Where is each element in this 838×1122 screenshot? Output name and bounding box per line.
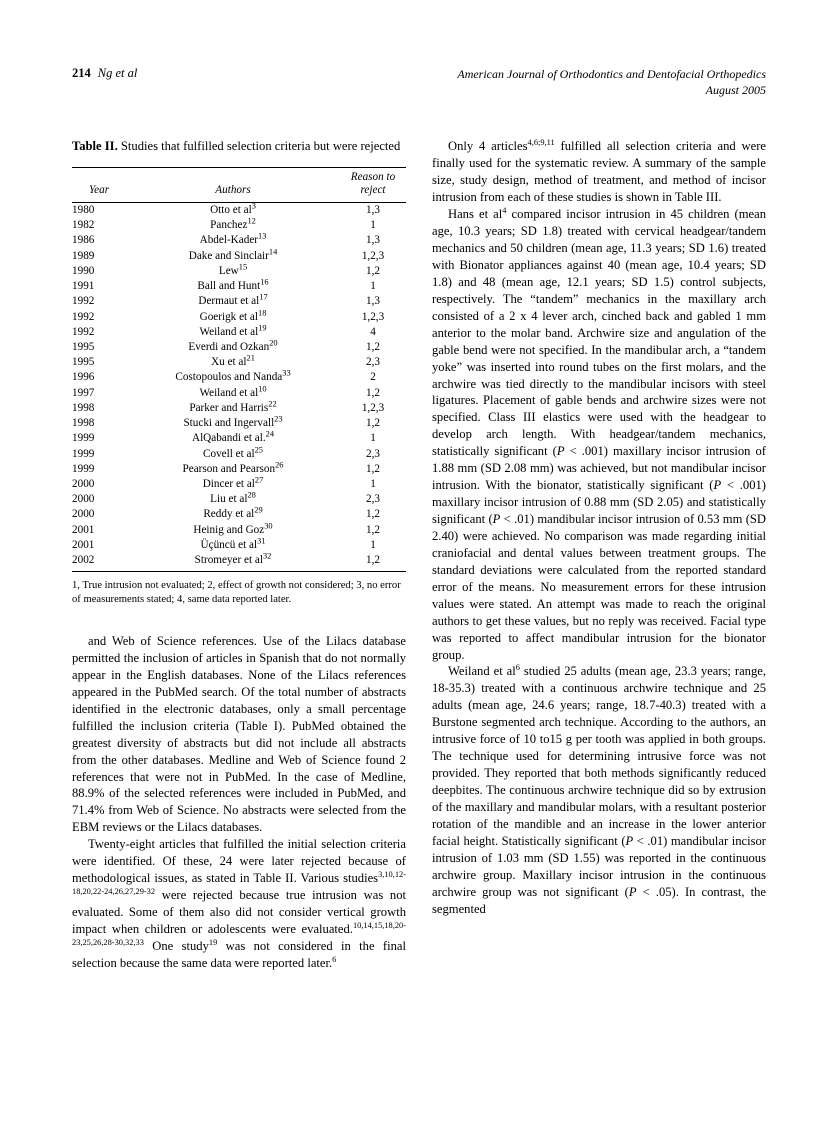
cell-year: 1999 [72,462,95,475]
lp2-sup4: 6 [332,954,337,964]
table-row [72,218,406,233]
cell-authors: Parker and Harris$^{22}$ [189,399,277,414]
page-number: 214 [72,66,91,80]
cell-authors-reference: 15 [238,262,248,272]
lp2-sup1: 3,10,12-18,20,22-24,26,27,29-32 [72,869,406,896]
cell-reason: 4 [370,325,376,338]
cell-authors: Pearson and Pearson$^{26}$ [182,460,284,475]
cell-reason: 1,2,3 [361,249,385,262]
table-caption [72,138,406,155]
lp2-seg1: Twenty-eight articles that fulfilled the initial selection criteria were identified. Of these, 24 were later rejected because of methodological issues, as stated in Table II. Various studies [72,837,406,886]
cell-authors: Üçüncü et $al^{31}$ [200,536,266,551]
cell-reason: 1 [370,219,376,232]
cell-reason: 1,2,3 [361,310,385,323]
cell-reason: 1,2 [366,340,380,353]
cell-authors-reference: 28 [247,490,256,500]
cell-authors: Stucki and Ingervall$^{23}$ [183,414,283,430]
cell-authors-reference: 21 [246,353,255,363]
cell-year: 1982 [72,219,95,232]
rp3-italic2: P [628,884,637,899]
table-label: Table II. [72,139,118,154]
rp2-seg3: < .001) maxillary incisor intrusion of 1.88 mm (SD 2.08 mm) was achieved, but not mandibular incisor intrusion. With the bionator, statistically significant ( [432,444,766,493]
running-head-left [72,66,137,81]
cell-year: 1986 [72,234,95,247]
cell-reason: 1 [370,538,376,551]
rejected-studies-table [72,167,406,571]
table-row [72,508,406,523]
rp1-seg2: fulfilled all selection criteria and were finally used for the systematic review. A summary of the sample size, study design, method of treatment, and method of incisor intrusion from each of these studies is shown in Table III. [432,139,766,205]
cell-reason: 1,2 [366,386,380,399]
cell-year: 1995 [72,340,95,353]
cell-authors-reference: 27 [254,475,264,485]
cell-year: 2000 [72,477,95,490]
table-row [72,264,406,279]
cell-year: 1980 [72,204,95,217]
table-body [72,203,406,572]
cell-authors-reference: 18 [258,307,267,317]
cell-reason: 1,2 [366,523,380,536]
cell-reason: 1 [370,477,376,490]
table-head [72,168,406,203]
cell-year: 1997 [72,386,95,399]
left-column [72,138,406,971]
cell-authors: Otto et $al^3$ [210,201,256,217]
table-row [72,234,406,249]
lp2-sup3: 19 [208,937,218,947]
table-row [72,325,406,340]
cell-authors: Xu et $al^{21}$ [211,353,255,369]
table-row [72,355,406,370]
left-paragraph-1: and Web of Science references. Use of the Lilacs database permitted the inclusion of articles in Spanish that do not normally appear in the English databases. None of the Lilacs references appeared in the PubMed search. Of the total number of abstracts identified in the electronic databases, only a small percentage fulfilled the inclusion criteria (Table I). PubMed obtained the greatest diversity of abstracts but did not include all abstracts from the other databases. Medline and Web of Science found 2 references that were not in PubMed. In the case of Medline, 88.9% of the selected references were included in PubMed, and 71.4% from Web of Science. No abstracts were selected from the EBM reviews or the Lilacs databases. [72,634,406,835]
cell-authors: Panchez$^{12}$ [210,216,256,232]
table-row [72,371,406,386]
rp1-seg1: Only 4 articles [448,139,528,154]
table-row [72,203,406,219]
table-row [72,416,406,431]
cell-authors-reference: 20 [269,338,278,348]
cell-reason: 1,2 [366,417,380,430]
table-row [72,340,406,355]
cell-authors: Lew$^{15}$ [218,262,248,277]
rp3-seg4: < .05). In contrast, the segmented [432,884,766,916]
cell-year: 1995 [72,356,95,369]
cell-authors: Dake and Sinclair$^{14}$ [188,246,278,262]
lp2-seg2: were rejected because true intrusion was not evaluated. Some of them also did not consider vertical growth impact when children or adolescents were evaluated. [72,888,406,936]
cell-year: 2000 [72,508,95,521]
cell-authors-reference: 3 [251,201,256,211]
table-row [72,431,406,446]
cell-authors-reference: 10 [258,383,267,393]
cell-authors-reference: 23 [274,414,283,424]
right-paragraph-2 [432,206,766,663]
cell-reason: 1,3 [366,295,380,308]
col-header-reason: Reason to reject [340,168,406,203]
cell-authors-reference: 17 [259,292,268,302]
lp2-sup2: 10,14,15,18,20-23,25,26,28-30,32,33 [72,920,406,947]
cell-year: 1996 [72,371,95,384]
cell-authors-reference: 26 [275,460,284,469]
rp2-seg5: < .01) mandibular incisor intrusion of 0.53 mm (SD 2.40) were achieved. No comparison was made regarding initial craniofacial and dental values between treatment groups. The standard deviations were calculated from the reported standard error of the means. No measurement errors for these intrusion values were stated. An attempt was made to reach the original authors to get these values, but no reply was received. Facial type was reported to affect mandibular intrusion for the bionator group. [432,512,766,662]
cell-year: 1999 [72,432,95,445]
running-head-authors: Ng et al [97,66,138,80]
cell-year: 2001 [72,523,95,536]
table-bottom-rule [72,571,406,572]
cell-authors-reference: 25 [254,444,263,454]
cell-reason: 1 [370,432,376,445]
cell-year: 2001 [72,538,95,551]
cell-reason: 1,2,3 [361,401,385,414]
cell-reason: 2,3 [366,356,380,369]
table-row [72,523,406,538]
running-head-journal [457,66,766,98]
cell-authors: Liu et $al^{28}$ [210,490,256,506]
cell-year: 2000 [72,493,95,506]
cell-authors: Ball and Hunt$^{16}$ [197,277,269,293]
cell-reason: 1,3 [366,234,380,247]
cell-authors-reference: 13 [258,231,267,241]
cell-authors-reference: 14 [268,246,278,256]
cell-year: 1992 [72,310,95,323]
cell-year: 2002 [72,554,95,567]
table-row [72,310,406,325]
table-row [72,401,406,416]
table-caption-text: Studies that fulfilled selection criteria but were rejected [120,139,401,154]
table-row [72,492,406,507]
cell-authors: Costopoulos and Nanda$^{33}$ [175,368,291,384]
cell-authors-reference: 30 [264,520,273,530]
table-row [72,386,406,401]
cell-year: 1992 [72,295,95,308]
rp2-seg2: compared incisor intrusion in 45 children (mean age, 10.3 years; SD 1.8) treated with cervical headgear/tandem mechanics and 50 children (mean age, 11.3 years; SD 1.6) treated with Bionator appliances against 40 (mean age, 10.4 years; SD 1.8) and 48 (mean age, 12.1 years; SD 1.5) control subjects, respectively. The “tandem” mechanics in the maxillary arch consisted of a 2 x 4 lever arch, cinched back and gabled 1 mm anterior to the molar band. Archwire size and angulation of the gable bend were not specified. In the mandibular arch, a “tandem yoke” was inserted into round tubes on the first molars, and the archwire was tied directly to the mandibular incisors with steel ligatures. Placement of gable bends and archwire sizes were not specified. Class III elastics were used with the headgear to develop arch length. With headgear/tandem mechanics, statistically significant ( [432,207,766,459]
cell-year: 1989 [72,249,95,262]
right-column [432,138,766,971]
rp2-seg1: Hans et al [448,207,503,222]
cell-authors-reference: 24 [265,429,274,439]
body-columns [72,138,766,971]
cell-authors: Heinig and Goz$^{30}$ [193,520,273,536]
cell-authors: Reddy et $al^{29}$ [203,505,263,521]
cell-year: 1990 [72,264,95,277]
table-row [72,553,406,571]
cell-authors-reference: 22 [268,399,277,409]
cell-authors: Dermaut et $al^{17}$ [198,292,268,308]
cell-authors-reference: 12 [247,216,256,226]
rp3-seg1: Weiland et al [448,664,516,679]
rp3-seg2: studied 25 adults (mean age, 23.3 years; range, 18-35.3) treated with a continuous archwire technique and 25 adults (mean age, 24.6 years; range, 18.7-40.3) treated with a Burstone segmented arch technique. According to the authors, an intrusive force of 10 to15 g per tooth was applied in both groups. The technique used for determining intrusive force was not provided. They reported that both methods significantly reduced deepbites. The continuous archwire technique did so by extrusion of the maxillary and mandibular molars, with a resultant posterior rotation of the mandible and an increase in the lower anterior facial height. Statistically significant ( [432,664,766,848]
cell-reason: 2 [370,371,376,384]
rp3-seg3: < .01) mandibular incisor intrusion of 1.03 mm (SD 1.55) was reported in the continuous archwire group. Maxillary incisor intrusion in the continuous archwire group was not significant ( [432,833,766,899]
cell-authors: Covell et $al^{25}$ [203,444,263,460]
rp2-italic1: P [556,444,565,459]
cell-reason: 2,3 [366,493,380,506]
cell-authors-reference: 19 [258,323,267,333]
running-head [72,60,766,98]
cell-authors-reference: 31 [257,536,266,546]
rp1-sup1: 4,6;9,11 [527,138,555,148]
cell-year: 1991 [72,280,95,293]
cell-year: 1998 [72,401,95,414]
cell-reason: 1,2 [366,462,380,475]
rp2-italic2: P [713,478,722,493]
cell-reason: 1,3 [366,204,380,217]
cell-authors: Weiland et $al^{19}$ [199,323,267,338]
cell-authors-reference: 29 [254,505,263,515]
journal-issue-date: August 2005 [705,83,766,98]
cell-authors: Everdi and Ozkan$^{20}$ [188,338,278,353]
left-paragraph-2 [72,836,406,972]
table-row [72,477,406,492]
cell-reason: 2,3 [366,447,380,460]
cell-year: 1992 [72,325,95,338]
cell-authors: Stromeyer et $al^{32}$ [194,551,272,567]
rp2-seg4: < .001) maxillary incisor intrusion of 0.88 mm (SD 2.05) and statistically significant ( [432,478,767,526]
cell-reason: 1,2 [366,264,380,277]
cell-reason: 1 [370,280,376,293]
table-row [72,447,406,462]
cell-authors: Abdel-Kader$^{13}$ [199,231,267,247]
table-row [72,538,406,553]
table-row [72,279,406,294]
cell-authors: Weiland et $al^{10}$ [199,383,267,399]
col-header-year: Year [72,168,126,203]
table-row [72,462,406,477]
col-header-authors: Authors [126,168,340,203]
right-paragraph-3 [432,663,766,917]
rp3-italic1: P [625,833,634,848]
table-footnote: 1, True intrusion not evaluated; 2, effect of growth not considered; 3, no error of measurements stated; 4, same data reported later. [72,580,401,606]
cell-authors-reference: 16 [260,277,269,287]
cell-authors-reference: 33 [282,368,291,378]
cell-reason: 1,2 [366,554,380,567]
cell-authors: AlQabandi et al.$^{24}$ [191,429,274,445]
cell-year: 1999 [72,447,95,460]
rp2-sup1: 4 [502,205,507,215]
cell-year: 1998 [72,417,95,430]
cell-authors: Goerigk et $al^{18}$ [199,307,267,323]
table-row [72,294,406,309]
lp2-seg3: One study [143,938,209,953]
journal-title: American Journal of Orthodontics and Dentofacial Orthopedics [457,67,766,81]
cell-reason: 1,2 [366,508,380,521]
cell-authors: Dincer et $al^{27}$ [202,475,264,490]
rp2-italic3: P [492,512,501,526]
lp2-seg4: was not considered in the final selection because the same data were reported later. [72,938,406,970]
cell-authors-reference: 32 [262,551,272,561]
rp3-sup1: 6 [515,663,520,673]
right-paragraph-1 [432,138,766,206]
